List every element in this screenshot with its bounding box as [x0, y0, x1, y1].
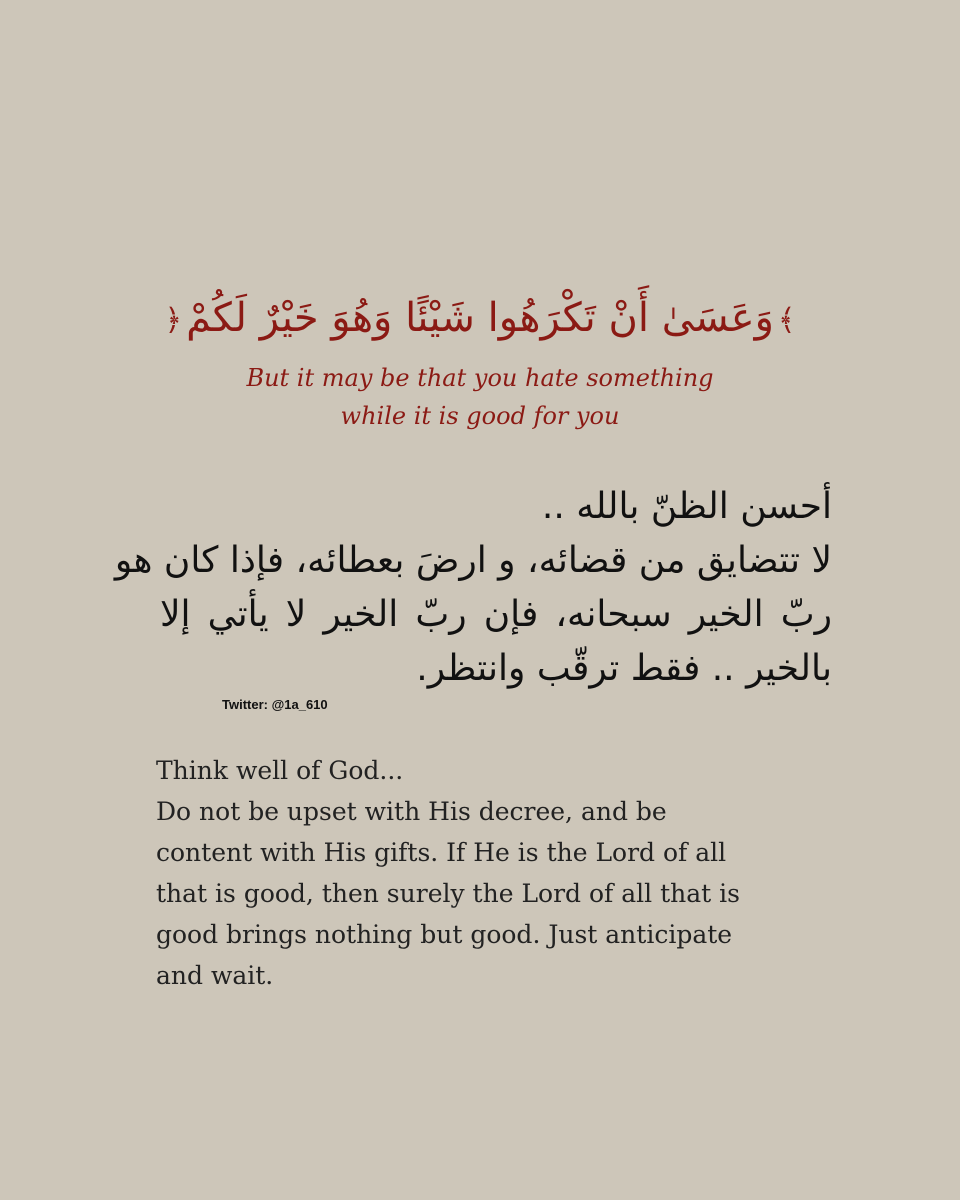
verse-block [0, 288, 960, 435]
verse-translation [0, 359, 960, 435]
arabic-line: بالخير .. فقط ترقّب وانتظر. [416, 648, 832, 689]
english-line: good brings nothing but good. Just anticipate [156, 920, 733, 949]
arabic-paragraph [114, 480, 832, 696]
twitter-handle: Twitter: @1a_610 [222, 697, 328, 712]
english-paragraph [156, 750, 836, 996]
arabic-line: أحسن الظنّ بالله .. [541, 486, 832, 527]
arabic-line: ربّ الخير سبحانه، فإن ربّ الخير لا يأتي إلا [160, 594, 832, 635]
ornate-bracket-right: ﴾ [777, 303, 796, 338]
verse-translation-line: But it may be that you hate something [246, 364, 714, 392]
english-line: Do not be upset with His decree, and be [156, 797, 667, 826]
ornate-bracket-left: ﴿ [164, 303, 183, 338]
verse-translation-line: while it is good for you [340, 402, 620, 430]
verse-arabic-text: وَعَسَىٰ أَنْ تَكْرَهُوا شَيْئًا وَهُوَ خَيْرٌ لَكُمْ [186, 295, 774, 341]
english-line: and wait. [156, 961, 274, 990]
arabic-line: لا تتضايق من قضائه، و ارضَ بعطائه، فإذا كان هو [114, 540, 832, 581]
english-line: that is good, then surely the Lord of all that is [156, 879, 740, 908]
english-line: content with His gifts. If He is the Lord of all [156, 838, 727, 867]
english-line: Think well of God... [156, 756, 404, 785]
verse-arabic [0, 288, 960, 351]
